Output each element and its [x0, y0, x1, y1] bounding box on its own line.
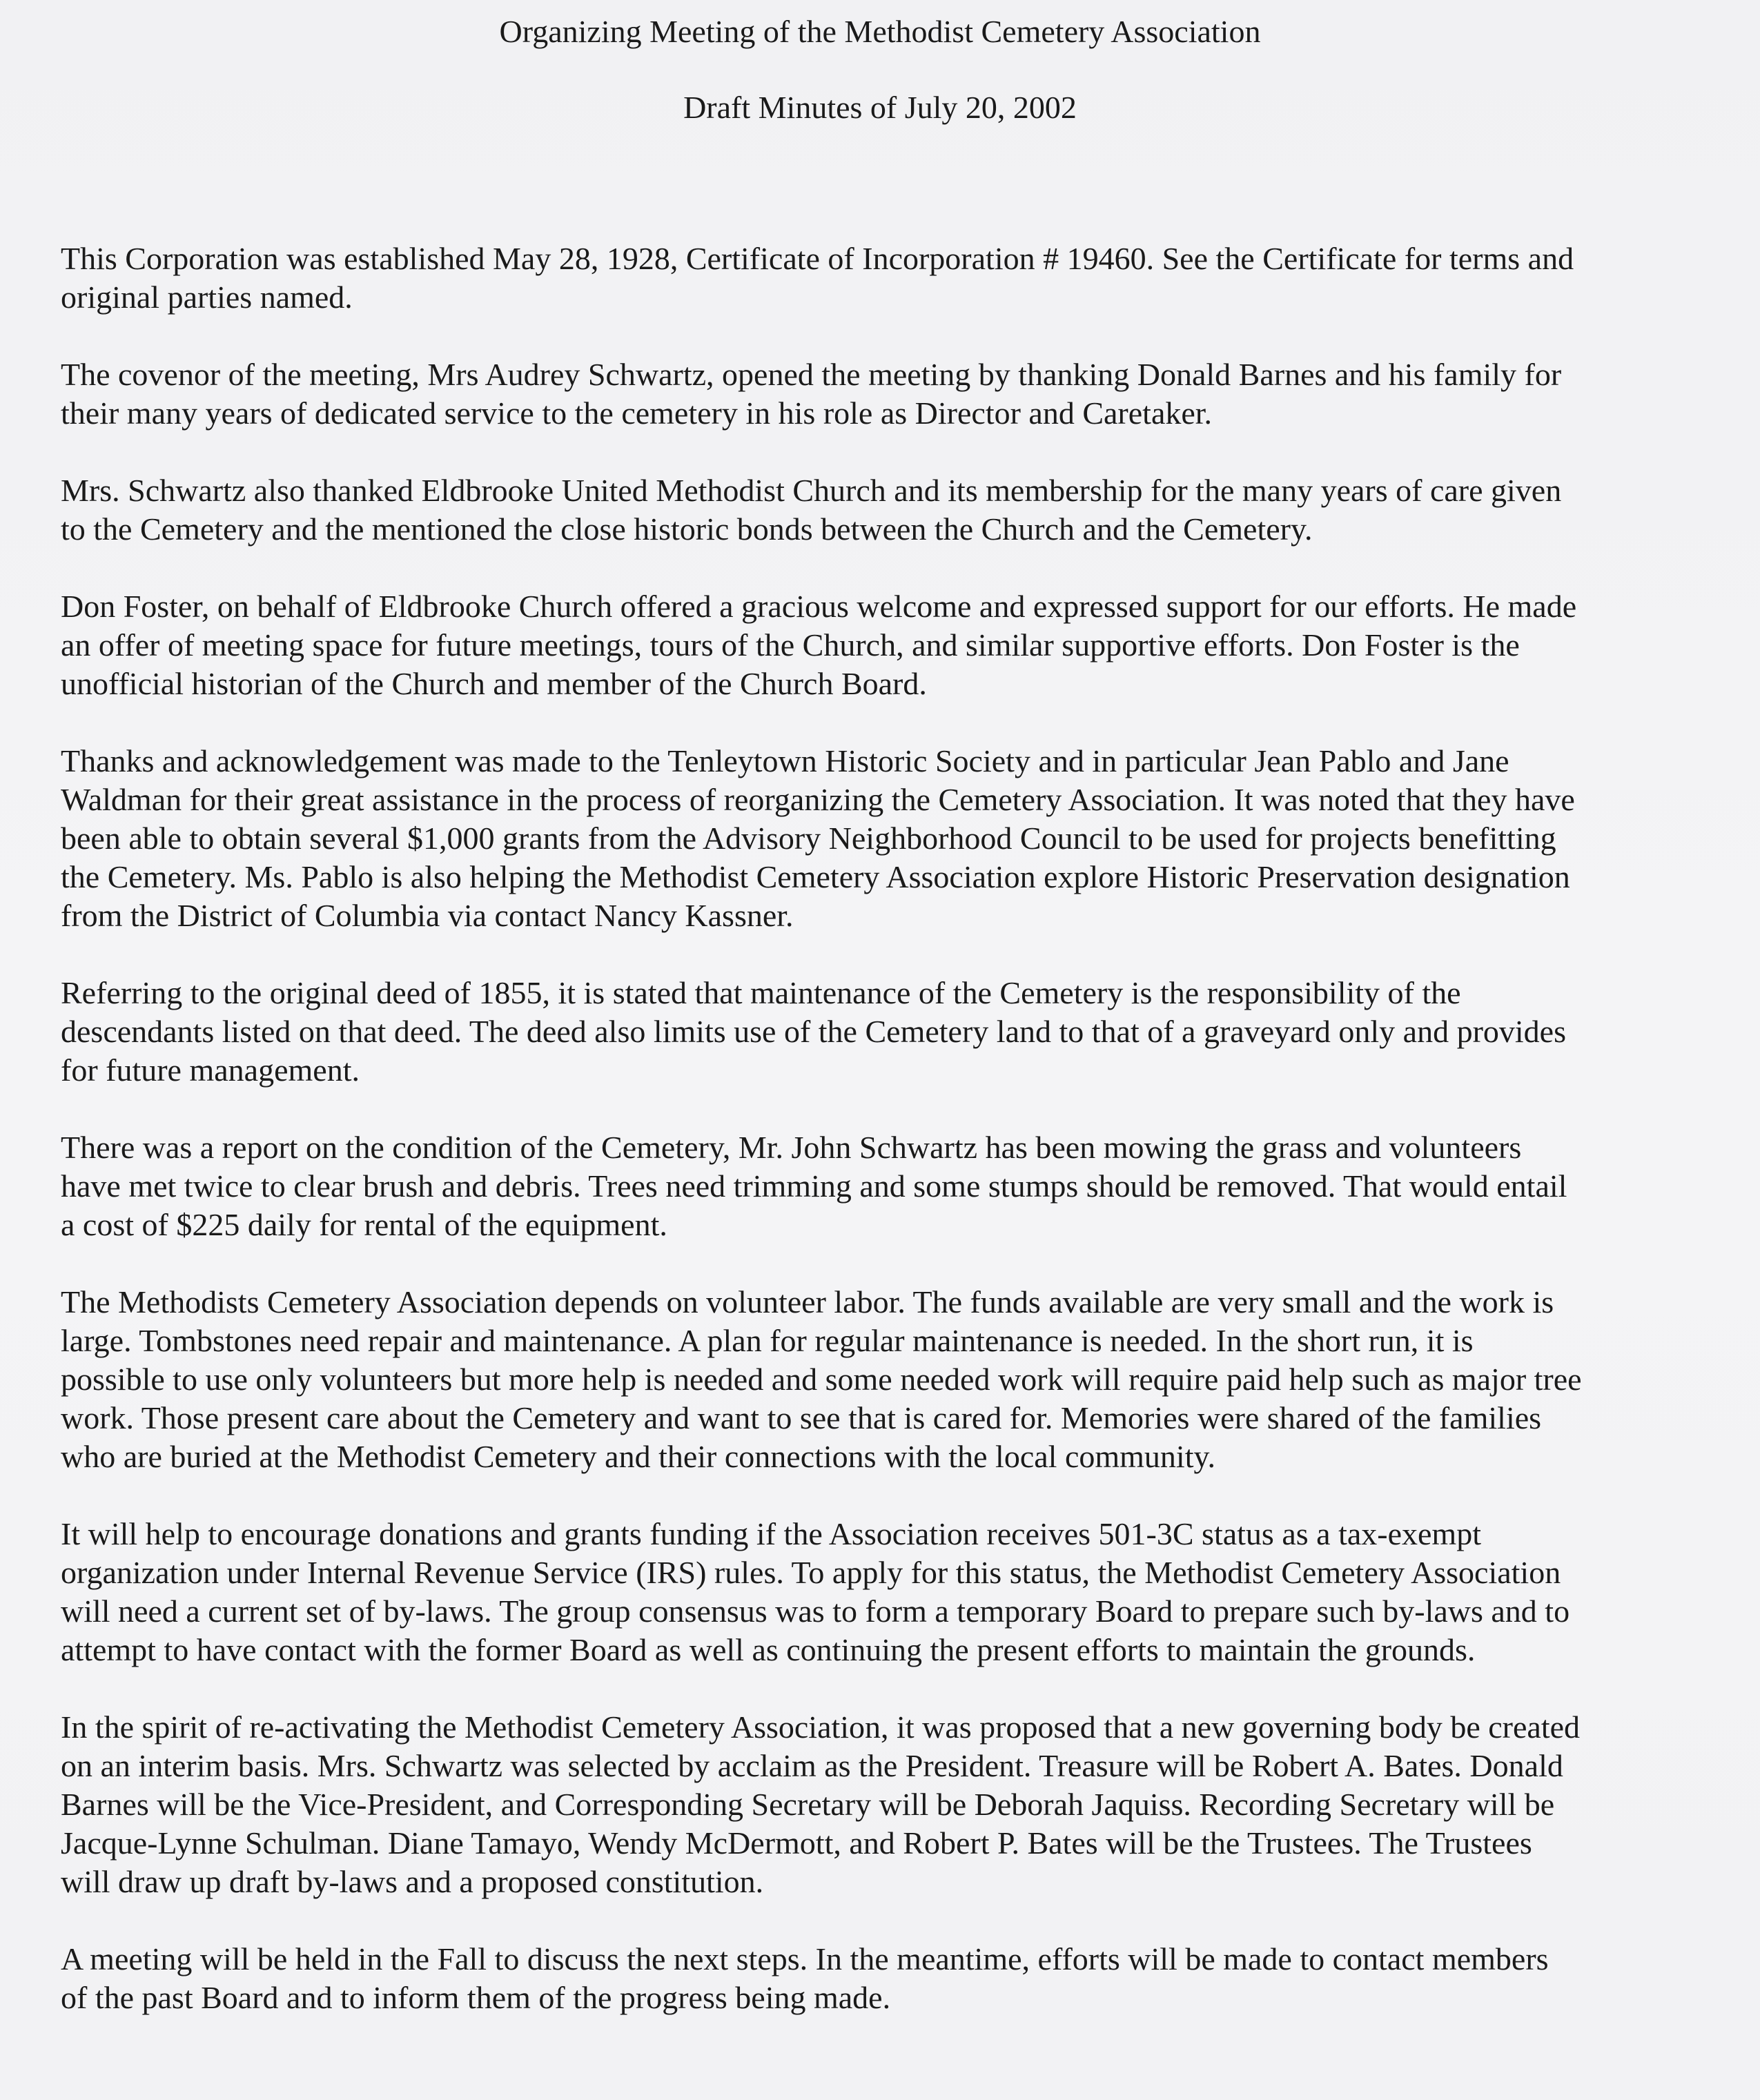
paragraph-line: organization under Internal Revenue Service (IRS) rules. To apply for this status, the Methodist Cemetery Association — [61, 1555, 1561, 1590]
paragraph-line: will draw up draft by-laws and a proposed constitution. — [61, 1864, 764, 1899]
paragraph-line: possible to use only volunteers but more help is needed and some needed work will require paid help such as major tree — [61, 1362, 1582, 1397]
paragraph-line: an offer of meeting space for future meetings, tours of the Church, and similar supportive efforts. Don Foster is the — [61, 627, 1520, 663]
paragraph — [61, 1128, 1717, 1244]
paragraph-line: for future management. — [61, 1052, 360, 1088]
paragraph — [61, 1283, 1717, 1476]
paragraph-line: the Cemetery. Ms. Pablo is also helping the Methodist Cemetery Association explore Historic Preservation designation — [61, 859, 1570, 894]
paragraph-line: Jacque-Lynne Schulman. Diane Tamayo, Wendy McDermott, and Robert P. Bates will be the Trustees. The Trustees — [61, 1825, 1532, 1861]
paragraph-line: on an interim basis. Mrs. Schwartz was selected by acclaim as the President. Treasure will be Robert A. Bates. Donald — [61, 1748, 1563, 1783]
paragraph — [61, 1708, 1717, 1901]
paragraph-line: Mrs. Schwartz also thanked Eldbrooke United Methodist Church and its membership for the many years of care given — [61, 473, 1562, 508]
document-body — [61, 239, 1717, 2056]
paragraph-line: will need a current set of by-laws. The group consensus was to form a temporary Board to prepare such by-laws and to — [61, 1593, 1570, 1629]
paragraph-line: The Methodists Cemetery Association depends on volunteer labor. The funds available are very small and the work is — [61, 1284, 1554, 1319]
paragraph — [61, 1940, 1717, 2017]
paragraph-line: It will help to encourage donations and grants funding if the Association receives 501-3C status as a tax-exempt — [61, 1516, 1481, 1551]
document-subtitle: Draft Minutes of July 20, 2002 — [683, 90, 1077, 125]
paragraph — [61, 239, 1717, 317]
paragraph-line: Thanks and acknowledgement was made to the Tenleytown Historic Society and in particular Jean Pablo and Jane — [61, 743, 1509, 778]
paragraph-line: In the spirit of re-activating the Methodist Cemetery Association, it was proposed that a new governing body be created — [61, 1709, 1581, 1745]
paragraph-line: Waldman for their great assistance in the process of reorganizing the Cemetery Association. It was noted that they have — [61, 782, 1575, 817]
paragraph-line: A meeting will be held in the Fall to discuss the next steps. In the meantime, efforts will be made to contact members — [61, 1941, 1549, 1976]
paragraph — [61, 355, 1717, 433]
paragraph — [61, 471, 1717, 549]
paragraph — [61, 974, 1717, 1090]
paragraph-line: work. Those present care about the Cemetery and want to see that is cared for. Memories were shared of the families — [61, 1400, 1542, 1435]
paragraph — [61, 1515, 1717, 1669]
paragraph-line: large. Tombstones need repair and maintenance. A plan for regular maintenance is needed. In the short run, it is — [61, 1323, 1474, 1358]
paragraph-line: Referring to the original deed of 1855, it is stated that maintenance of the Cemetery is the responsibility of the — [61, 975, 1461, 1010]
paragraph-line: attempt to have contact with the former Board as well as continuing the present efforts to maintain the grounds. — [61, 1632, 1476, 1667]
document-title: Organizing Meeting of the Methodist Cemetery Association — [499, 14, 1261, 49]
paragraph-line: their many years of dedicated service to the cemetery in his role as Director and Caretaker. — [61, 395, 1213, 431]
paragraph-line: Don Foster, on behalf of Eldbrooke Church offered a gracious welcome and expressed support for our efforts. He made — [61, 589, 1577, 624]
paragraph-line: original parties named. — [61, 279, 353, 315]
paragraph-line: been able to obtain several $1,000 grants from the Advisory Neighborhood Council to be used for projects benefitting — [61, 821, 1556, 856]
paragraph-line: who are buried at the Methodist Cemetery and their connections with the local community. — [61, 1439, 1216, 1474]
paragraph-line: descendants listed on that deed. The deed also limits use of the Cemetery land to that of a graveyard only and provides — [61, 1014, 1566, 1049]
paragraph-line: Barnes will be the Vice-President, and Corresponding Secretary will be Deborah Jaquiss. Recording Secretary will be — [61, 1787, 1555, 1822]
paragraph-line: There was a report on the condition of the Cemetery, Mr. John Schwartz has been mowing the grass and volunteers — [61, 1130, 1522, 1165]
paragraph-line: of the past Board and to inform them of the progress being made. — [61, 1980, 891, 2015]
paragraph — [61, 587, 1717, 703]
paragraph-line: unofficial historian of the Church and member of the Church Board. — [61, 666, 927, 701]
paragraph — [61, 742, 1717, 935]
paragraph-line: This Corporation was established May 28, 1928, Certificate of Incorporation # 19460. See the Certificate for terms and — [61, 241, 1574, 276]
paragraph-line: The covenor of the meeting, Mrs Audrey Schwartz, opened the meeting by thanking Donald Barnes and his family for — [61, 357, 1562, 392]
paragraph-line: a cost of $225 daily for rental of the equipment. — [61, 1207, 667, 1242]
paragraph-line: to the Cemetery and the mentioned the close historic bonds between the Church and the Cemetery. — [61, 511, 1313, 547]
paragraph-line: have met twice to clear brush and debris. Trees need trimming and some stumps should be removed. That would entail — [61, 1168, 1567, 1204]
paragraph-line: from the District of Columbia via contact Nancy Kassner. — [61, 898, 794, 933]
